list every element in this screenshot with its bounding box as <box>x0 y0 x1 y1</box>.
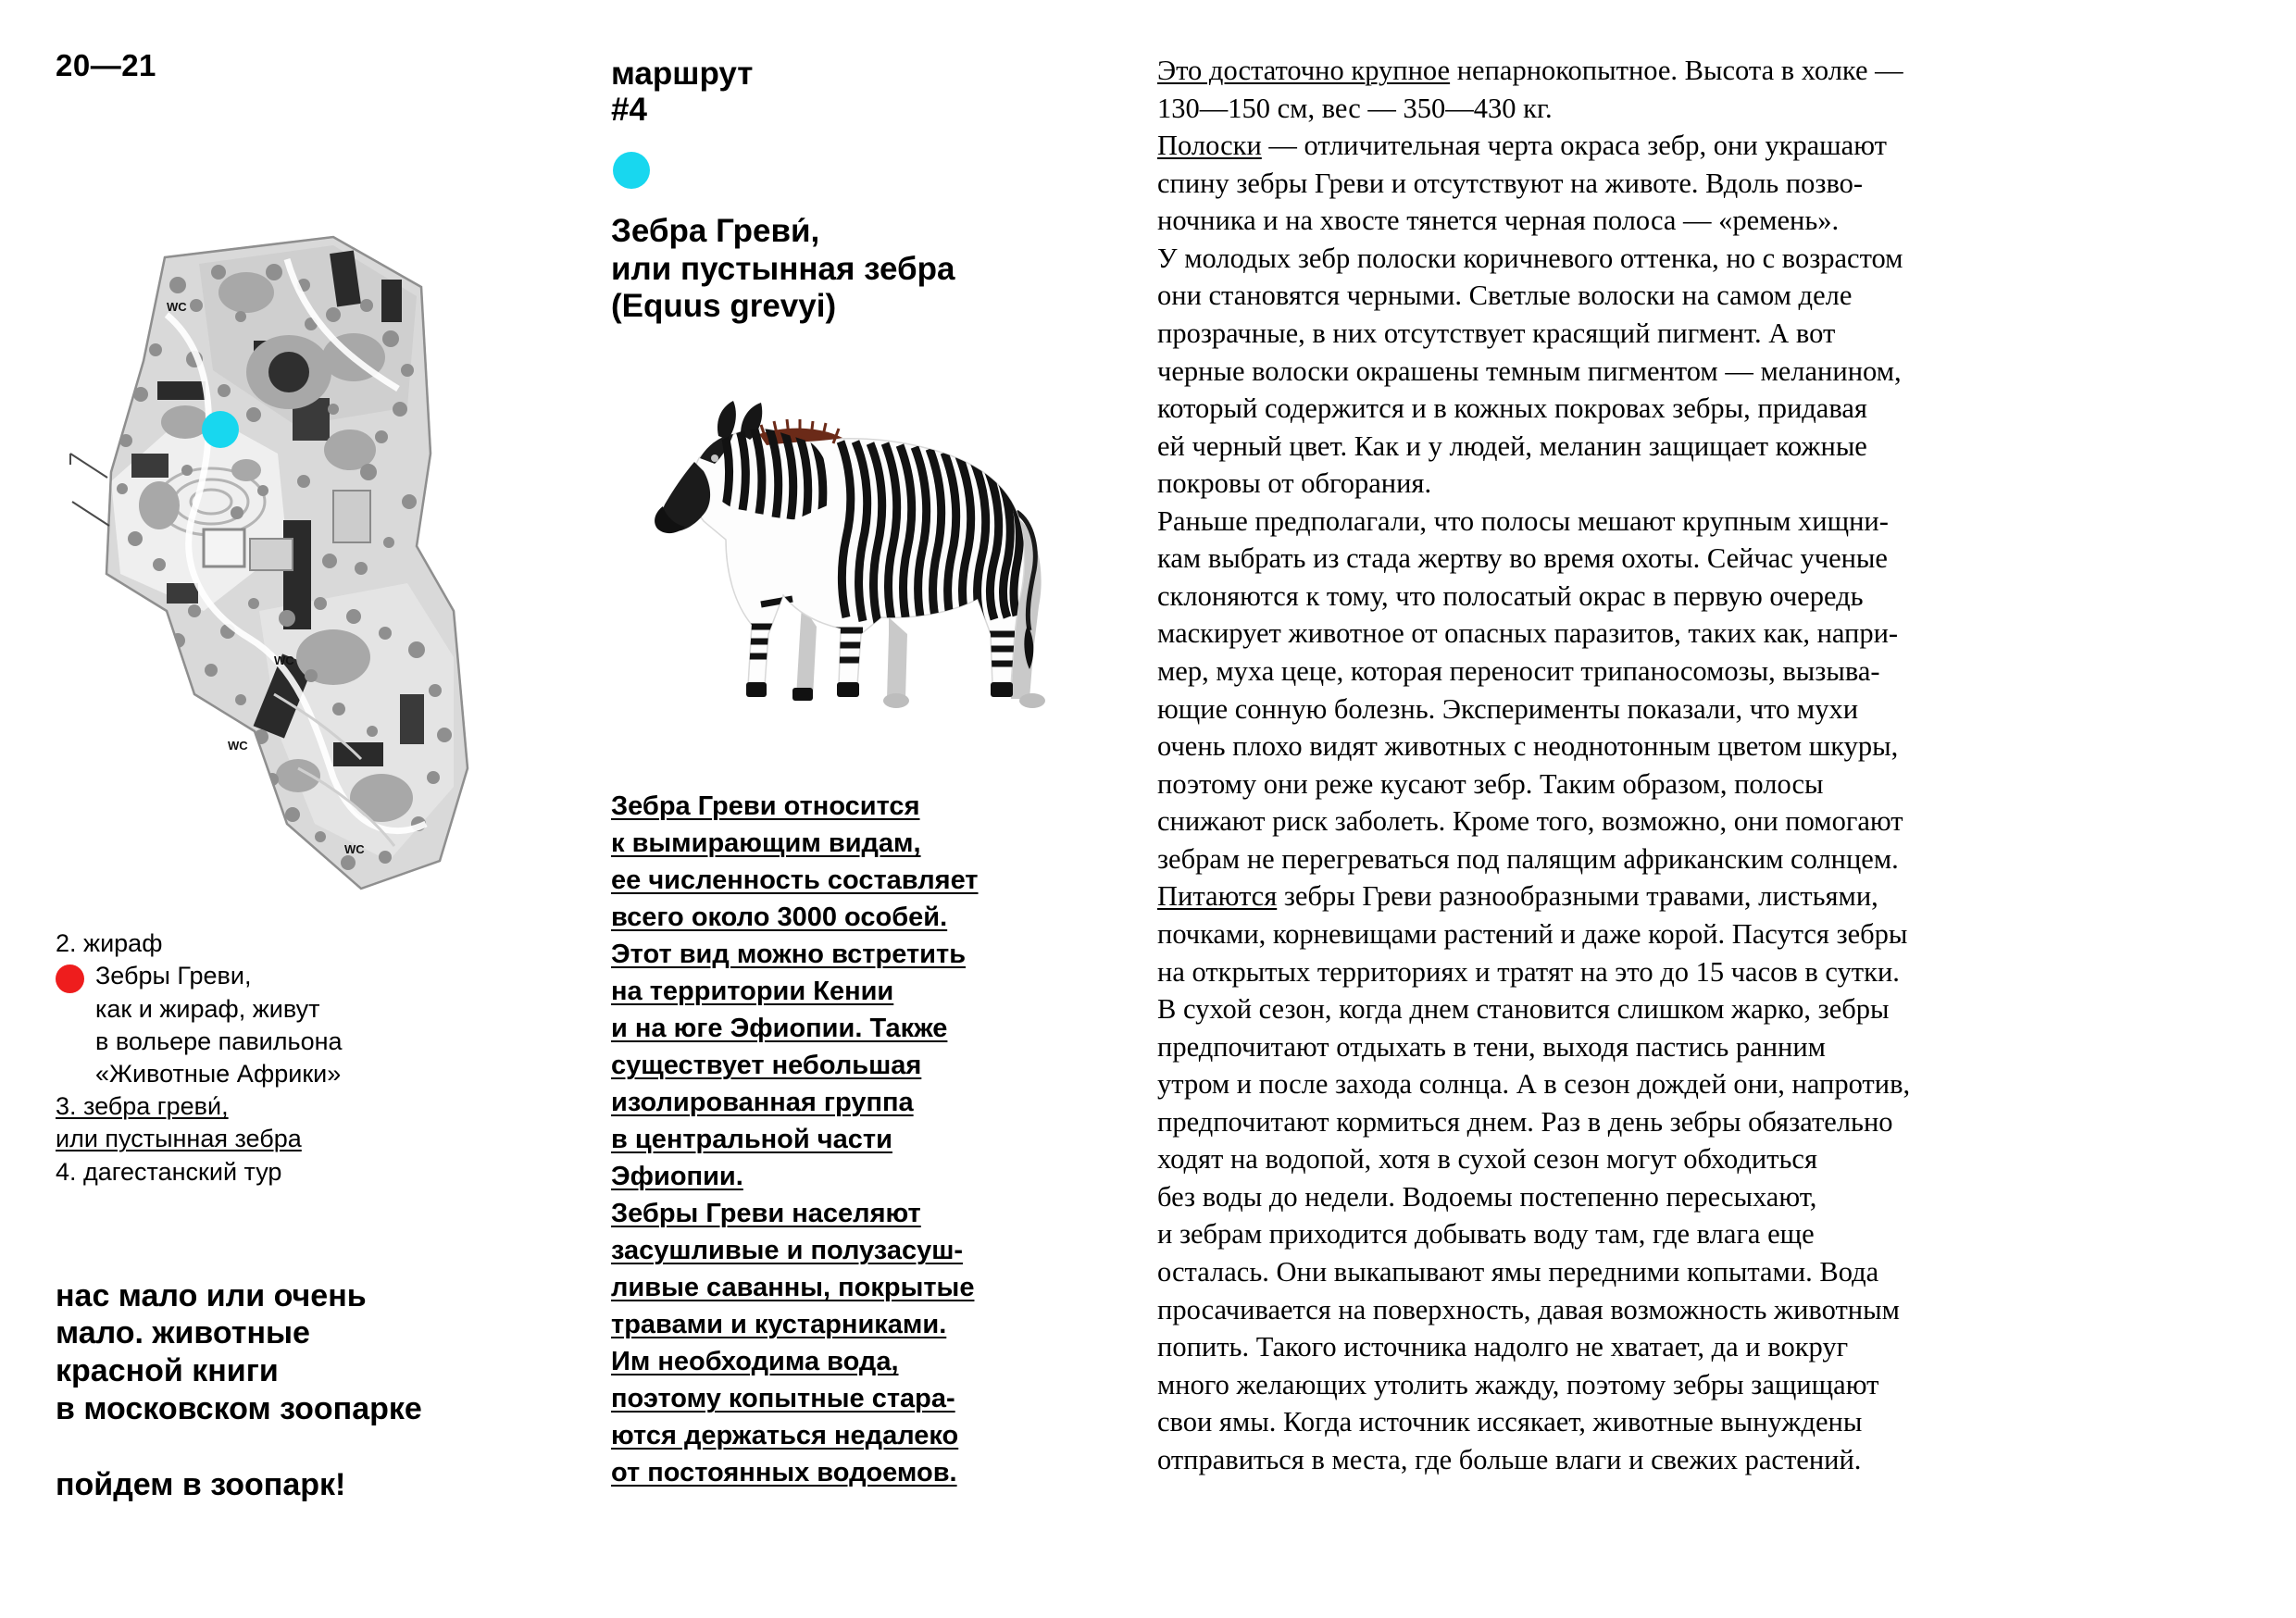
paragraph-line: прозрачные, в них отсутствует красящий пигмент. А вот <box>1157 317 1836 349</box>
paragraph-line: просачивается на поверхность, давая возможность животным <box>1157 1293 1900 1326</box>
paragraph-line: склоняются к тому, что полосатый окрас в первую очередь <box>1157 579 1864 612</box>
footer-line: нас мало или очень <box>56 1277 367 1313</box>
paragraph-line: без воды до недели. Водоемы постепенно пересыхают, <box>1157 1180 1817 1213</box>
paragraph-line: предпочитают кормиться днем. Раз в день зебры обязательно <box>1157 1105 1893 1138</box>
paragraph-line: 130—150 см, вес — 350—430 кг. <box>1157 92 1553 124</box>
legend-item: 2. жираф <box>56 929 163 957</box>
footer-heading <box>56 1277 593 1428</box>
mid-line: всего около 3000 особей. <box>611 902 948 933</box>
paragraph-line: очень плохо видят животных с неоднотонным цветом шкуры, <box>1157 730 1899 763</box>
legend-item: 4. дагестанский тур <box>56 1157 282 1186</box>
paragraph-camouflage <box>1157 503 2250 878</box>
mid-line: травами и кустарниками. <box>611 1310 947 1340</box>
mid-line: существует небольшая <box>611 1051 922 1081</box>
paragraph-line: кам выбрать из стада жертву во время охоты. Сейчас ученые <box>1157 542 1888 575</box>
mid-line: поэтому копытные стара- <box>611 1384 955 1414</box>
paragraph-line: покровы от обгорания. <box>1157 467 1432 500</box>
paragraph-lead-in: Это достаточно крупное <box>1157 55 1451 86</box>
left-column <box>56 48 593 1503</box>
paragraph-line: на открытых территориях и тратят на это до 15 часов в сутки. <box>1157 955 1900 988</box>
legend-item-active: или пустынная зебра <box>56 1125 302 1153</box>
mid-line: ее численность составляет <box>611 865 979 896</box>
mid-line: ливые саванны, покрытые <box>611 1273 975 1303</box>
paragraph-line: — отличительная черта окраса зебр, они украшают <box>1261 130 1887 162</box>
mid-line: к вымирающим видам, <box>611 828 921 859</box>
paragraph-line: спину зебры Греви и отсутствуют на животе. Вдоль позво- <box>1157 167 1864 199</box>
paragraph-line: зебрам не перегреваться под палящим африканским солнцем. <box>1157 842 1899 875</box>
route-label <box>611 56 1092 128</box>
mid-line: Зебра Греви относится <box>611 791 920 822</box>
mid-line: и на юге Эфиопии. Также <box>611 1014 948 1044</box>
paragraph-line: почками, корневищами растений и даже корой. Пасутся зебры <box>1157 917 1908 950</box>
mid-line: Этот вид можно встретить <box>611 940 967 970</box>
paragraph-line: ющие сонную болезнь. Эксперименты показали, что мухи <box>1157 692 1859 725</box>
paragraph-line: зебры Греви разнообразными травами, листьями, <box>1277 880 1878 913</box>
paragraph-line: они становятся черными. Светлые волоски на самом деле <box>1157 280 1853 312</box>
paragraph-line: утром и после захода солнца. А в сезон дождей они, напротив, <box>1157 1068 1911 1101</box>
paragraph-lead-in: Питаются <box>1157 880 1278 913</box>
mid-line: Им необходима вода, <box>611 1347 899 1377</box>
mid-line: засушливые и полузасуш- <box>611 1236 964 1266</box>
legend-item: в вольере павильона <box>95 1027 343 1056</box>
paragraph-line: отправиться в места, где больше влаги и свежих растений. <box>1157 1443 1862 1475</box>
species-title <box>611 213 1092 325</box>
paragraph-line: предпочитают отдыхать в тени, выходя пастись ранним <box>1157 1030 1826 1063</box>
paragraph-line: мер, муха цеце, которая переносит трипаносомозы, вызыва- <box>1157 655 1880 687</box>
paragraph-line: черные волоски окрашены темным пигментом — меланином, <box>1157 355 1902 387</box>
paragraph-stripes <box>1157 127 2250 503</box>
red-dot-icon <box>56 965 84 993</box>
paragraph-line: Раньше предполагали, что полосы мешают крупным хищни- <box>1157 504 1889 537</box>
paragraph-line: маскирует животное от опасных паразитов, таких как, напри- <box>1157 617 1899 650</box>
paragraph-line: У молодых зебр полоски коричневого оттенка, но с возрастом <box>1157 242 1903 274</box>
legend-item-active: 3. зебра греви́, <box>56 1092 229 1121</box>
legend-item <box>56 960 593 993</box>
page-number: 20—21 <box>56 48 156 82</box>
paragraph-line: снижают риск заболеть. Кроме того, возможно, они помогают <box>1157 805 1903 838</box>
footer-line: в московском зоопарке <box>56 1391 422 1427</box>
map-legend <box>56 927 593 1189</box>
paragraph-line: ей черный цвет. Как и у людей, меланин защищает кожные <box>1157 429 1867 462</box>
paragraph-line: непарнокопытное. Высота в холке — <box>1450 55 1903 86</box>
paragraph-lead-in: Полоски <box>1157 130 1262 162</box>
mid-line: в центральной части <box>611 1125 892 1155</box>
paragraph-feeding <box>1157 877 2250 1478</box>
zebra-illustration-svg <box>611 356 1092 754</box>
footer-line: мало. животные <box>56 1315 310 1351</box>
middle-body-text <box>611 788 1092 1491</box>
footer-line: красной книги <box>56 1353 279 1389</box>
route-label-line2: #4 <box>611 92 647 129</box>
right-column <box>1157 52 2250 1478</box>
middle-column <box>611 56 1092 1491</box>
legend-item-label: Зебры Греви, <box>95 962 252 990</box>
paragraph-line: ходят на водопой, хотя в сухой сезон могут обходиться <box>1157 1143 1817 1176</box>
species-title-line3: (Equus grevyi) <box>611 287 837 324</box>
route-marker-dot-icon <box>613 152 650 189</box>
paragraph-line: попить. Такого источника надолго не хватает, да и вокруг <box>1157 1331 1849 1363</box>
paragraph-line: В сухой сезон, когда днем становится слишком жарко, зебры <box>1157 993 1890 1026</box>
route-label-line1: маршрут <box>611 56 754 92</box>
paragraph-line: осталась. Они выкапывают ямы передними копытами. Вода <box>1157 1256 1879 1288</box>
mid-line: на территории Кении <box>611 977 894 1007</box>
mid-line: ются держаться недалеко <box>611 1421 959 1451</box>
paragraph-line: который содержится и в кожных покровах зебры, придавая <box>1157 392 1867 425</box>
map-wc-label: WC <box>167 300 187 314</box>
legend-item: как и жираф, живут <box>95 995 320 1024</box>
species-title-line2: или пустынная зебра <box>611 250 955 287</box>
mid-line: Эфиопии. <box>611 1162 743 1192</box>
map-wc-label: WC <box>274 653 294 667</box>
legend-item: «Животные Африки» <box>95 1060 342 1089</box>
paragraph-line: много желающих утолить жажду, поэтому зебры защищают <box>1157 1368 1879 1400</box>
zoo-map[interactable] <box>56 176 593 916</box>
zoo-map-svg <box>56 176 593 916</box>
paragraph-line: свои ямы. Когда источник иссякает, животные вынуждены <box>1157 1406 1863 1438</box>
mid-line: изолированная группа <box>611 1088 914 1118</box>
paragraph-size <box>1157 52 2250 127</box>
map-wc-label: WC <box>228 739 248 753</box>
map-wc-label: WC <box>344 842 365 856</box>
zebra-illustration <box>611 356 1092 754</box>
paragraph-line: и зебрам приходится добывать воду там, где влага еще <box>1157 1218 1815 1251</box>
footer-cta: пойдем в зоопарк! <box>56 1466 346 1502</box>
mid-line: Зебры Греви населяют <box>611 1199 921 1229</box>
mid-line: от постоянных водоемов. <box>611 1458 957 1488</box>
paragraph-line: поэтому они реже кусают зебр. Таким образом, полосы <box>1157 767 1824 800</box>
paragraph-line: ночника и на хвосте тянется черная полоса — «ремень». <box>1157 205 1840 237</box>
map-location-marker-icon[interactable] <box>202 411 239 448</box>
species-title-line1: Зебра Греви́, <box>611 213 820 250</box>
